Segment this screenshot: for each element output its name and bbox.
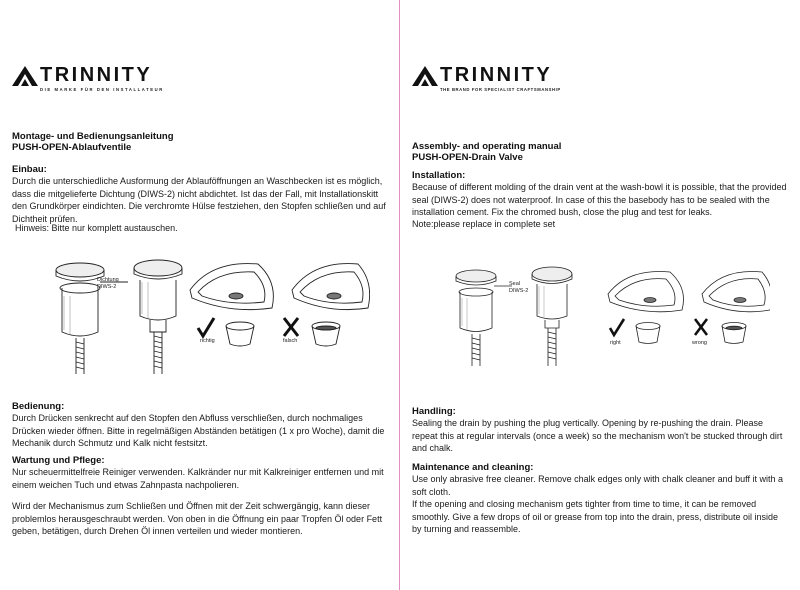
cross-icon: [284, 318, 298, 336]
trinnity-logo: [412, 64, 582, 94]
title-line-2: PUSH-OPEN-Ablaufventile: [12, 142, 132, 153]
seal-label-1: Dichtung: [97, 277, 119, 283]
install-note: Note:please replace in complete set: [412, 219, 556, 229]
manual-title: [12, 131, 174, 153]
maintenance-text: Nur scheuermittelfreie Reiniger verwenden. Kalkränder nur mit Kalkreiniger entfernen und mit einem weichen Tuch und etwas Zahnpasta nachpolieren.: [12, 467, 384, 490]
install-heading: Installation:: [412, 170, 466, 181]
install-text: Because of different molding of the drain vent at the wash-bowl it is possible, that the provided seal (DIWS-2) does not waterproof. In case of this the basebody has to be sealed with the installation cement. Fix the chromed bush, close the plug and test for leaks.: [412, 182, 787, 217]
seal-label-2: DIWS-2: [509, 288, 529, 294]
manual-title: [412, 141, 561, 163]
brand-name: TRINNITY: [40, 64, 153, 86]
seal-label-2: DIWS-2: [97, 284, 117, 290]
wrong-label: falsch: [283, 338, 298, 344]
maintenance-heading: Wartung und Pflege:: [12, 455, 105, 466]
brand-tagline: THE BRAND FOR SPECIALIST CRAFTSMANSHIP: [440, 87, 561, 92]
handling-heading: Bedienung:: [12, 401, 65, 412]
logo-triangle-icon: [12, 66, 38, 86]
handling-text: Durch Drücken senkrecht auf den Stopfen den Abfluss verschließen, durch nochmaliges Drücken wieder öffnen. Bitte in regelmäßigen Abständen betätigen (1 x pro Woche), damit die Mechanik durch Schmutz und Kalk nicht festsitzt.: [12, 413, 385, 448]
page-english: [400, 0, 800, 590]
right-label: right: [610, 340, 621, 346]
trinnity-logo: [12, 64, 182, 94]
maintenance-text-2: If the opening and closing mechanism gets tighter from time to time, it can be removed smoothly. Give a few drops of oil or grease from top into the drain, press, distribute oil inside by turning and reassemble.: [412, 499, 779, 534]
check-icon: [610, 319, 624, 335]
wrong-label: wrong: [692, 340, 707, 346]
installation-figure: [40, 252, 370, 377]
installation-figure: [440, 262, 770, 367]
maintenance-text: Use only abrasive free cleaner. Remove chalk edges only with chalk cleaner and buff it with a soft cloth.: [412, 474, 784, 497]
install-heading: Einbau:: [12, 164, 47, 175]
title-line-2: PUSH-OPEN-Drain Valve: [412, 152, 523, 163]
maintenance-text-2: Wird der Mechanismus zum Schließen und Öffnen mit der Zeit schwergängig, kann dieser problemlos herausgeschraubt werden. Von oben in die Öffnung ein paar Tropfen Öl oder Fett geben, betätigen, durch Drehen Öl innen verteilen und wieder montieren.: [12, 501, 383, 536]
cross-icon: [695, 319, 707, 335]
title-line-1: Assembly- and operating manual: [412, 141, 562, 152]
check-icon: [198, 318, 214, 336]
title-line-1: Montage- und Bedienungsanleitung: [12, 131, 174, 142]
logo-triangle-icon: [412, 66, 438, 86]
handling-text: Sealing the drain by pushing the plug vertically. Opening by re-pushing the drain. Please repeat this at regular intervals (once a week) so the mechanism won't be stucked through dirt and chalk.: [412, 418, 783, 453]
seal-label-1: Seal: [509, 281, 521, 287]
install-text: Durch die unterschiedliche Ausformung der Ablauföffnungen an Waschbecken ist es möglich, dass die mitgelieferte Dichtung (DIWS-2) nicht abdichtet. Ist das der Fall, mit Installationskitt den Grundkörper eindichten. Die verchromte Hülse festziehen, den Stopfen schließen und auf Dichtheit prüfen.: [12, 176, 386, 224]
install-note: Hinweis: Bitte nur komplett austauschen.: [15, 223, 178, 233]
handling-heading: Handling:: [412, 406, 456, 417]
brand-tagline: DIE MARKE FÜR DEN INSTALLATEUR: [40, 87, 164, 92]
brand-name: TRINNITY: [440, 64, 553, 86]
maintenance-heading: Maintenance and cleaning:: [412, 462, 534, 473]
right-label: richtig: [200, 338, 215, 344]
